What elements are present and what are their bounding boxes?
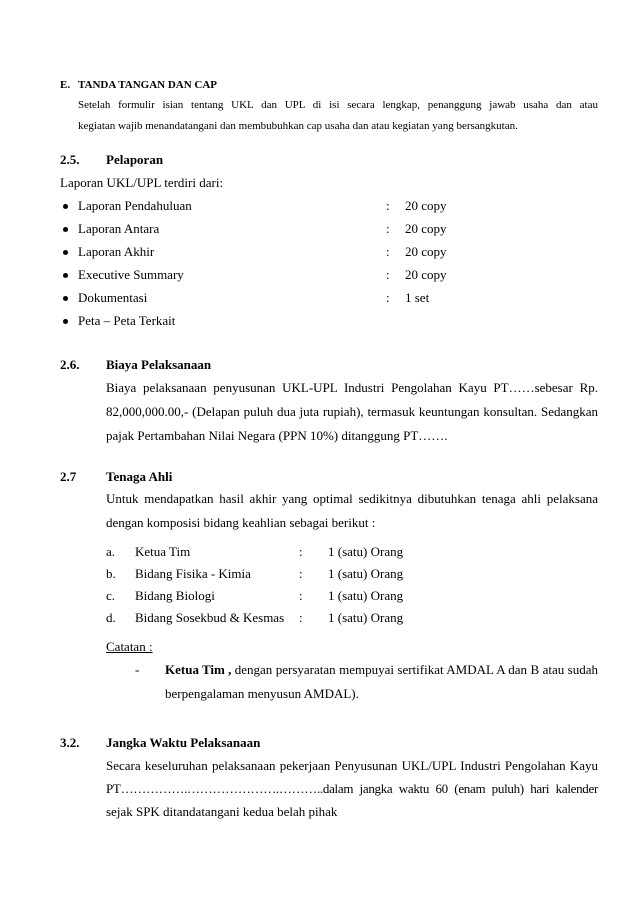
report-label: Laporan Pendahuluan (78, 198, 192, 213)
expert-colon: : (299, 610, 303, 625)
report-colon: : (386, 198, 390, 213)
section-2-6-title: Biaya Pelaksanaan (106, 357, 212, 372)
report-label: Peta – Peta Terkait (78, 313, 176, 328)
expert-role: Ketua Tim (135, 544, 191, 559)
report-qty: 20 copy (405, 221, 447, 236)
note-dash: - (135, 662, 140, 677)
section-e-line-1: Setelah formulir isian tentang UKL dan UPL di isi secara lengkap, penanggung jawab usaha dan atau (78, 99, 598, 111)
note-line-1 (165, 662, 598, 678)
report-label: Dokumentasi (78, 290, 148, 305)
expert-count: 1 (satu) Orang (328, 588, 404, 603)
expert-role: Bidang Sosekbud & Kesmas (135, 610, 285, 625)
section-e-letter: E. (60, 79, 71, 91)
expert-count: 1 (satu) Orang (328, 566, 404, 581)
section-3-2-line-2: PT…………….………………….………..dalam jangka waktu 60 (enam puluh) hari kalender (106, 781, 598, 796)
report-label: Laporan Antara (78, 221, 160, 236)
bullet-icon (63, 250, 68, 255)
section-2-6-line-3: pajak Pertambahan Nilai Negara (PPN 10%) ditanggung PT……. (106, 428, 448, 443)
section-2-6-line-2: 82,000,000.00,- (Delapan puluh dua juta rupiah), termasuk keuntungan konsultan. Sedangkan (106, 404, 598, 419)
section-e-line-2: kegiatan wajib menandatangani dan membubuhkan cap usaha dan atau kegiatan yang bersangkutan. (78, 120, 518, 132)
section-2-6-number: 2.6. (60, 357, 80, 372)
section-2-7-number: 2.7 (60, 469, 77, 484)
section-e-title: TANDA TANGAN DAN CAP (78, 79, 218, 91)
expert-count: 1 (satu) Orang (328, 544, 404, 559)
expert-letter: b. (106, 566, 116, 581)
note-label: Catatan : (106, 639, 153, 654)
report-colon: : (386, 267, 390, 282)
section-2-5-number: 2.5. (60, 152, 80, 167)
note-text: dengan persyaratan mempuyai sertifikat AMDAL A dan B atau sudah (231, 662, 598, 677)
section-2-7-title: Tenaga Ahli (106, 469, 173, 484)
expert-colon: : (299, 566, 303, 581)
expert-colon: : (299, 544, 303, 559)
section-3-2-number: 3.2. (60, 735, 80, 750)
section-3-2-line-1: Secara keseluruhan pelaksanaan pekerjaan Penyusunan UKL/UPL Industri Pengolahan Kayu (106, 758, 598, 773)
expert-letter: a. (106, 544, 116, 559)
bullet-icon (63, 296, 68, 301)
report-colon: : (386, 290, 390, 305)
expert-letter: c. (106, 588, 116, 603)
expert-count: 1 (satu) Orang (328, 610, 404, 625)
report-qty: 20 copy (405, 244, 447, 259)
report-label: Executive Summary (78, 267, 184, 282)
note-line-2: berpengalaman menyusun AMDAL). (165, 686, 359, 701)
section-2-5-title: Pelaporan (106, 152, 164, 167)
bullet-icon (63, 319, 68, 324)
report-label: Laporan Akhir (78, 244, 155, 259)
section-2-7-line-2: dengan komposisi bidang keahlian sebagai berikut : (106, 515, 376, 530)
section-2-7-line-1: Untuk mendapatkan hasil akhir yang optimal sedikitnya dibutuhkan tenaga ahli pelaksana (106, 491, 598, 506)
report-qty: 20 copy (405, 198, 447, 213)
report-qty: 1 set (405, 290, 430, 305)
expert-colon: : (299, 588, 303, 603)
report-colon: : (386, 221, 390, 236)
note-bold-lead: Ketua Tim , (165, 662, 232, 677)
report-colon: : (386, 244, 390, 259)
section-3-2-line-3: sejak SPK ditandatangani kedua belah pihak (106, 804, 338, 819)
bullet-icon (63, 227, 68, 232)
bullet-icon (63, 204, 68, 209)
expert-role: Bidang Biologi (135, 588, 215, 603)
section-3-2-title: Jangka Waktu Pelaksanaan (106, 735, 261, 750)
expert-role: Bidang Fisika - Kimia (135, 566, 251, 581)
expert-letter: d. (106, 610, 116, 625)
section-2-6-line-1: Biaya pelaksanaan penyusunan UKL-UPL Industri Pengolahan Kayu PT……sebesar Rp. (106, 380, 598, 395)
bullet-icon (63, 273, 68, 278)
report-qty: 20 copy (405, 267, 447, 282)
section-2-5-intro: Laporan UKL/UPL terdiri dari: (60, 175, 224, 190)
